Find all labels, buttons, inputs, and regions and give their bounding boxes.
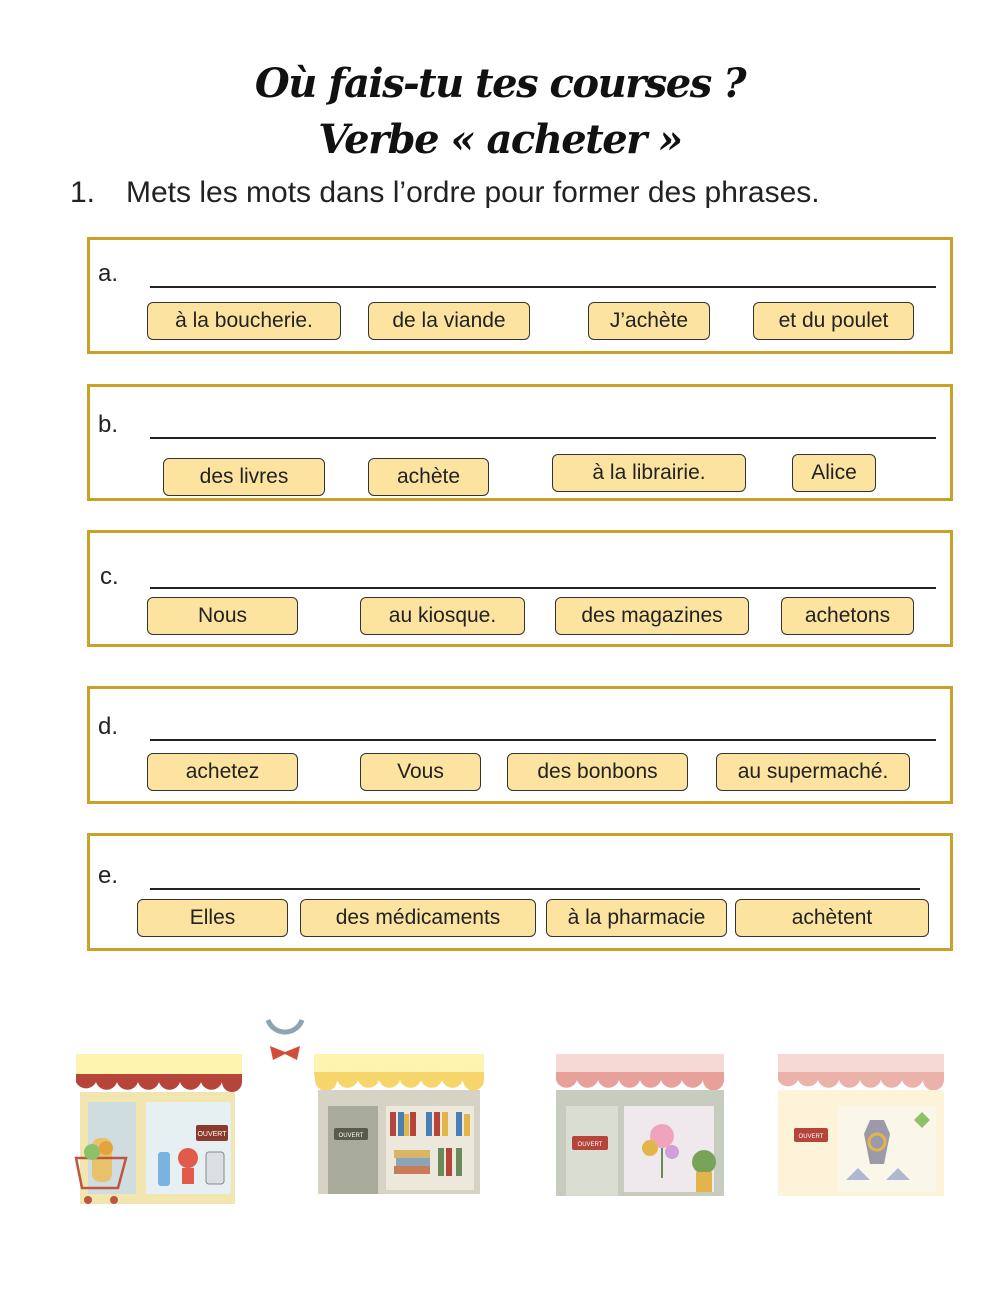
florist-illustration (552, 1050, 730, 1200)
page-title: Où fais-tu tes courses ? (254, 60, 746, 107)
word-chip[interactable]: à la pharmacie (546, 899, 727, 937)
word-chip[interactable]: des livres (163, 458, 325, 496)
exercise-e (87, 833, 953, 951)
open-sign: OUVERT (197, 1131, 227, 1138)
word-chip[interactable]: achètent (735, 899, 929, 937)
jeweller-illustration (774, 1050, 950, 1200)
instruction (70, 176, 820, 210)
word-chip[interactable]: des magazines (555, 597, 749, 635)
exercise-letter: c. (100, 563, 119, 590)
word-chip[interactable]: des bonbons (507, 753, 688, 791)
word-chip[interactable]: achetons (781, 597, 914, 635)
word-chip[interactable]: achetez (147, 753, 298, 791)
word-chip[interactable]: de la viande (368, 302, 530, 340)
exercise-letter: b. (98, 411, 119, 438)
word-chip[interactable]: au kiosque. (360, 597, 525, 635)
page-subtitle: Verbe « acheter » (318, 116, 682, 163)
word-chip[interactable]: Elles (137, 899, 288, 937)
exercise-letter: d. (98, 713, 119, 740)
word-chip[interactable]: Alice (792, 454, 876, 492)
answer-line[interactable] (150, 587, 936, 589)
word-chip[interactable]: au supermaché. (716, 753, 910, 791)
open-sign: OUVERT (577, 1142, 603, 1148)
open-sign: OUVERT (798, 1134, 824, 1140)
word-chip[interactable]: achète (368, 458, 489, 496)
grocery-shop-illustration (70, 1040, 250, 1220)
word-chip[interactable]: J’achète (588, 302, 710, 340)
exercise-c (87, 530, 953, 647)
answer-line[interactable] (150, 739, 936, 741)
instruction-number: 1. (70, 176, 96, 209)
exercise-d (87, 686, 953, 804)
answer-line[interactable] (150, 888, 920, 890)
open-sign: OUVERT (338, 1133, 364, 1139)
exercise-a (87, 237, 953, 354)
exercise-b (87, 384, 953, 501)
answer-line[interactable] (150, 437, 936, 439)
word-chip[interactable]: et du poulet (753, 302, 914, 340)
bookshop-illustration (310, 1050, 490, 1200)
exercise-letter: e. (98, 862, 119, 889)
word-chip[interactable]: Nous (147, 597, 298, 635)
instruction-text: Mets les mots dans l’ordre pour former des phrases. (126, 176, 820, 209)
word-chip[interactable]: des médicaments (300, 899, 536, 937)
word-chip[interactable]: Vous (360, 753, 481, 791)
word-chip[interactable]: à la boucherie. (147, 302, 341, 340)
exercise-letter: a. (98, 260, 119, 287)
word-chip[interactable]: à la librairie. (552, 454, 746, 492)
answer-line[interactable] (150, 286, 936, 288)
